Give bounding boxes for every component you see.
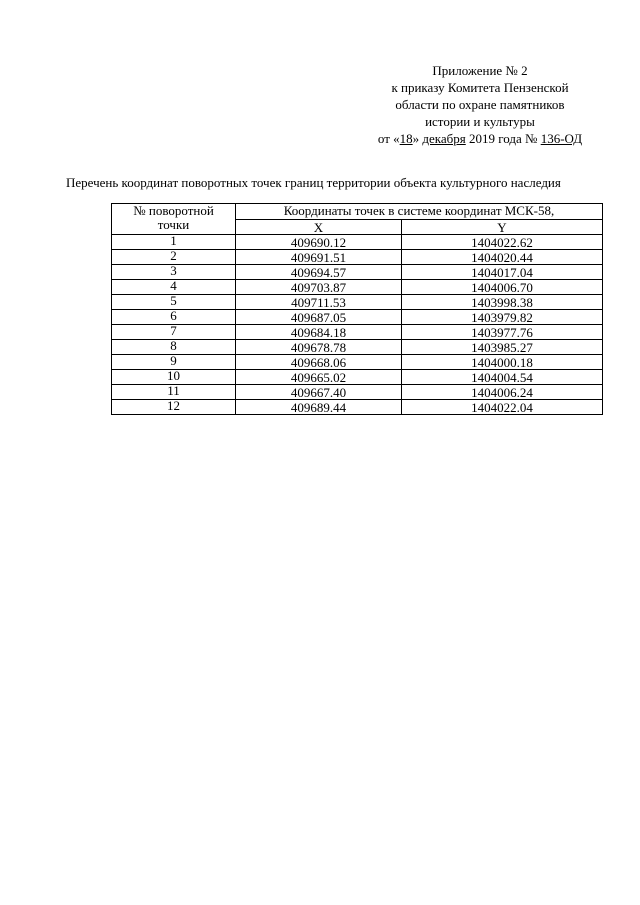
table-row: [112, 265, 603, 280]
x-coordinate-cell: 409703.87: [236, 280, 402, 295]
x-coordinate-cell: 409694.57: [236, 265, 402, 280]
y-coordinate-cell: 1404017.04: [402, 265, 603, 280]
y-coordinate-cell: 1404006.70: [402, 280, 603, 295]
appendix-date-line: [350, 130, 610, 147]
point-number-cell: 11: [112, 385, 236, 400]
y-coordinate-cell: 1404004.54: [402, 370, 603, 385]
x-coordinate-cell: 409684.18: [236, 325, 402, 340]
table-row: [112, 310, 603, 325]
point-number-cell: 7: [112, 325, 236, 340]
appendix-history-line: истории и культуры: [425, 114, 535, 129]
point-number-cell: 2: [112, 250, 236, 265]
y-coordinate-cell: 1404000.18: [402, 355, 603, 370]
order-number: 136-ОД: [540, 131, 583, 146]
table-row: [112, 400, 603, 415]
y-coordinate-cell: 1404006.24: [402, 385, 603, 400]
table-row: [112, 280, 603, 295]
table-row: [112, 370, 603, 385]
appendix-order-ref: к приказу Комитета Пензенской: [391, 80, 569, 95]
x-coordinate-cell: 409690.12: [236, 235, 402, 250]
y-coordinate-cell: 1403998.38: [402, 295, 603, 310]
appendix-title: Приложение № 2: [432, 63, 528, 78]
y-coordinate-cell: 1403977.76: [402, 325, 603, 340]
y-coordinate-cell: 1404020.44: [402, 250, 603, 265]
point-number-cell: 12: [112, 400, 236, 415]
date-month: декабря: [422, 131, 466, 146]
date-mid: »: [412, 131, 423, 146]
date-prefix: от «: [377, 131, 400, 146]
table-row: [112, 385, 603, 400]
table-row: [112, 295, 603, 310]
appendix-committee-line: области по охране памятников: [395, 97, 565, 112]
header-coordinate-system: Координаты точек в системе координат МСК-58,: [236, 204, 603, 220]
x-coordinate-cell: 409711.53: [236, 295, 402, 310]
y-coordinate-cell: 1403985.27: [402, 340, 603, 355]
point-number-cell: 4: [112, 280, 236, 295]
header-point-line1: № поворотной: [133, 203, 214, 218]
header-x: X: [236, 220, 402, 235]
point-number-cell: 9: [112, 355, 236, 370]
document-title: Перечень координат поворотных точек границ территории объекта культурного наследия: [66, 175, 561, 190]
appendix-header: [350, 62, 610, 147]
table-row: [112, 325, 603, 340]
point-number-cell: 10: [112, 370, 236, 385]
date-year: 2019 года №: [465, 131, 541, 146]
x-coordinate-cell: 409689.44: [236, 400, 402, 415]
y-coordinate-cell: 1404022.62: [402, 235, 603, 250]
x-coordinate-cell: 409678.78: [236, 340, 402, 355]
point-number-cell: 6: [112, 310, 236, 325]
table-row: [112, 340, 603, 355]
x-coordinate-cell: 409668.06: [236, 355, 402, 370]
table-row: [112, 235, 603, 250]
x-coordinate-cell: 409667.40: [236, 385, 402, 400]
table-row: [112, 250, 603, 265]
y-coordinate-cell: 1404022.04: [402, 400, 603, 415]
x-coordinate-cell: 409687.05: [236, 310, 402, 325]
header-y: Y: [402, 220, 603, 235]
point-number-cell: 1: [112, 235, 236, 250]
point-number-cell: 3: [112, 265, 236, 280]
x-coordinate-cell: 409665.02: [236, 370, 402, 385]
point-number-cell: 8: [112, 340, 236, 355]
point-number-cell: 5: [112, 295, 236, 310]
header-point-number: [112, 204, 236, 235]
coordinates-table: [111, 203, 603, 415]
y-coordinate-cell: 1403979.82: [402, 310, 603, 325]
x-coordinate-cell: 409691.51: [236, 250, 402, 265]
date-day: 18: [399, 131, 413, 146]
table-row: [112, 355, 603, 370]
header-point-line2: точки: [157, 217, 190, 232]
